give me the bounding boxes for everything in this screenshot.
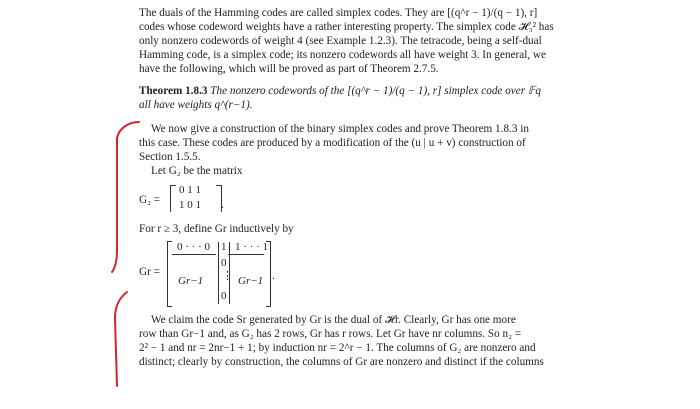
gr-top-left: 0 · · · 0	[177, 241, 210, 253]
gr-col-zero-bottom: 0	[221, 290, 227, 302]
gr-top-right: 1 · · · 1	[235, 241, 268, 253]
theorem-line2	[139, 98, 253, 112]
g2-row2: 1 0 1	[179, 199, 201, 211]
let-g2-line: Let G₂ be the matrix	[151, 165, 243, 177]
red-bracket-lower	[115, 292, 127, 386]
para1-line3: only nonzero codewords of weight 4 (see Example 1.2.3). The tetracode, being a self-dual	[139, 35, 542, 47]
theorem-text1: The nonzero codewords of the [(q^r − 1)/(q − 1), r] simplex code over 𝔽q	[210, 85, 541, 97]
g2-row1: 0 1 1	[179, 184, 201, 196]
gr-col-zero-top: 0	[221, 257, 227, 269]
g2-label: G₂ =	[139, 194, 161, 206]
gr-top-mid: 1	[221, 241, 227, 253]
gr-period: .	[272, 270, 275, 282]
gr-vline-left	[218, 242, 219, 304]
red-bracket-annotation	[95, 110, 145, 390]
gr-col-dots: ⋮	[222, 270, 233, 282]
para4-line4: distinct; clearly by construction, the columns of Gr are nonzero and distinct if the columns	[139, 356, 544, 368]
gr-label: Gr =	[139, 266, 160, 278]
para1-line4: Hamming code, is a simplex code; its nonzero codewords all have weight 3. In general, we	[139, 49, 546, 61]
gr-bottom-left: Gr−1	[178, 275, 204, 287]
para4-line3: 2² − 1 and nr = 2nr−1 + 1; by induction nr = 2^r − 1. The columns of G₂ are nonzero and	[139, 342, 536, 354]
para2-line1: We now give a construction of the binary simplex codes and prove Theorem 1.8.3 in	[151, 123, 529, 135]
g2-bracket-left	[170, 185, 176, 212]
red-bracket-upper	[112, 122, 139, 272]
para1-line5: have the following, which will be proved as part of Theorem 2.7.5.	[139, 63, 439, 75]
para2-line3: Section 1.5.5.	[139, 151, 201, 163]
gr-bracket-left	[167, 241, 172, 307]
gr-hline-right	[228, 254, 264, 255]
para1-line1: The duals of the Hamming codes are called simplex codes. They are [(q^r − 1)/(q − 1), r]	[139, 7, 538, 19]
para4-line2: row than Gr−1 and, as G₂ has 2 rows, Gr has r rows. Let Gr have nr columns. So n₂ =	[139, 328, 522, 340]
for-r-line: For r ≥ 3, define Gr inductively by	[139, 223, 294, 235]
theorem-text2: all have weights q^(r−1).	[139, 99, 253, 111]
para2-line2: this case. These codes are produced by a modification of the (u | u + v) construction of	[139, 137, 526, 149]
gr-hline-left	[172, 254, 216, 255]
theorem-label: Theorem 1.8.3	[139, 85, 208, 97]
para4-line1: We claim the code Sr generated by Gr is the dual of 𝓗r. Clearly, Gr has one more	[151, 314, 516, 326]
theorem-line1	[139, 84, 541, 98]
gr-bottom-right: Gr−1	[238, 275, 264, 287]
g2-period: .	[221, 199, 224, 211]
para1-line2: codes whose codeword weights have a rather interesting property. The simplex code 𝓗₃² has	[139, 21, 554, 33]
